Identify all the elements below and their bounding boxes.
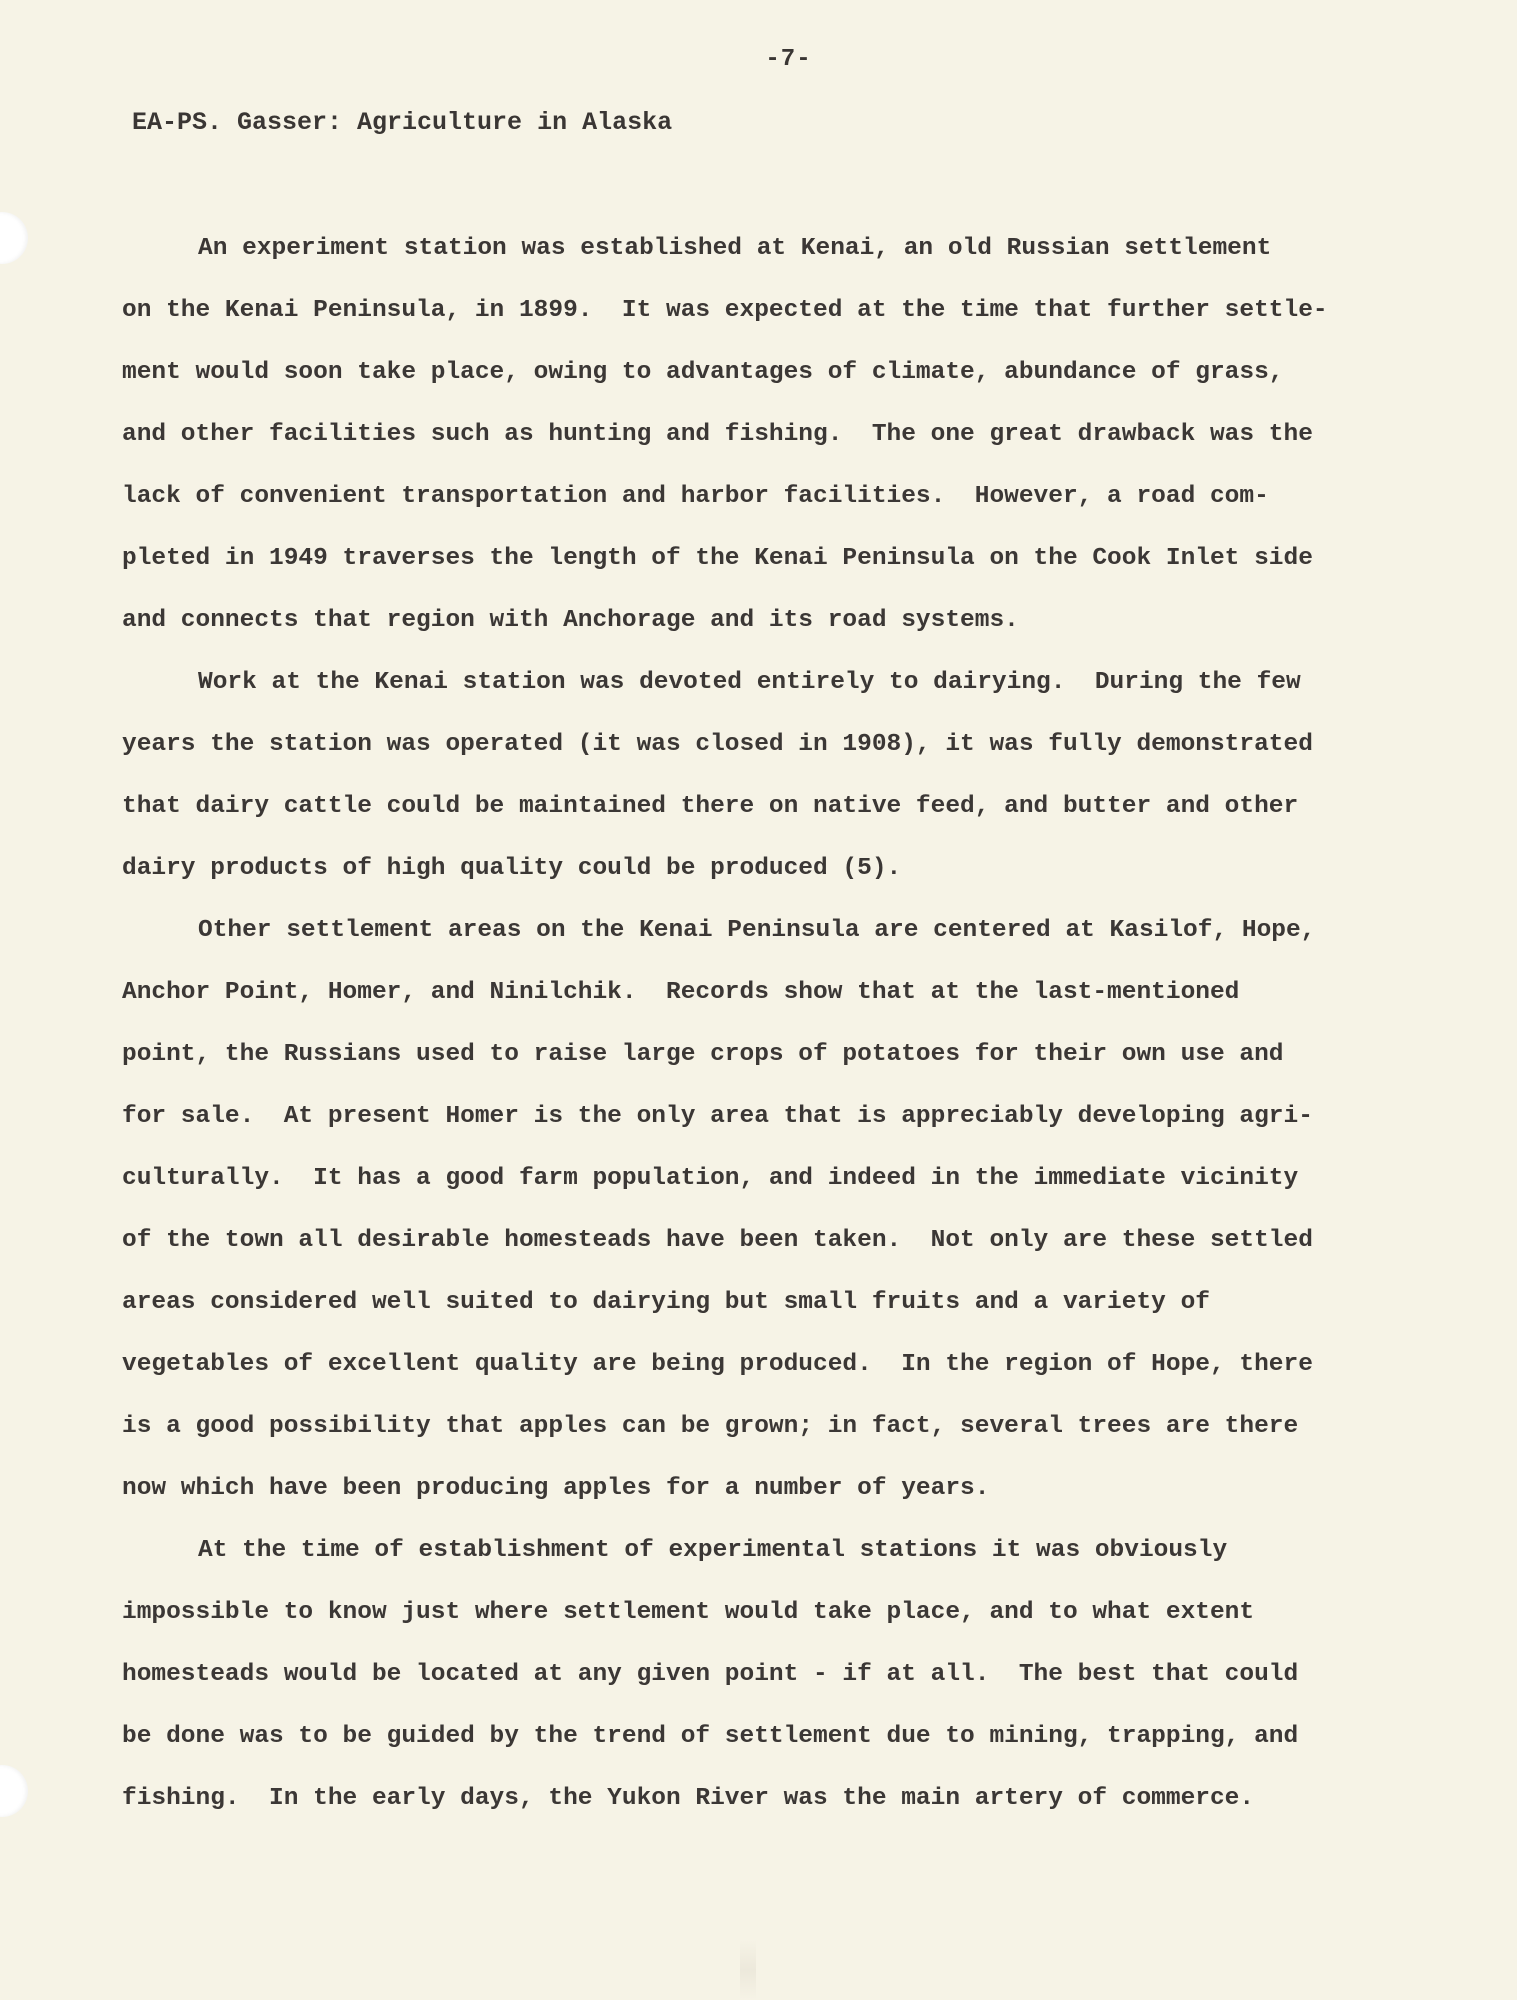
text-line: At the time of establishment of experimental stations it was obviously: [198, 1537, 1228, 1564]
text-line: dairy products of high quality could be produced (5).: [122, 855, 902, 882]
paragraph-4: [122, 1520, 1412, 1830]
text-line: of the town all desirable homesteads have been taken. Not only are these settled: [122, 1227, 1313, 1254]
text-line: and connects that region with Anchorage and its road systems.: [122, 607, 1019, 634]
paragraph-1: [122, 218, 1412, 652]
text-line: fishing. In the early days, the Yukon River was the main artery of commerce.: [122, 1785, 1255, 1812]
text-line: homesteads would be located at any given point - if at all. The best that could: [122, 1661, 1299, 1688]
paragraph-2: [122, 652, 1412, 900]
text-line: ment would soon take place, owing to advantages of climate, abundance of grass,: [122, 359, 1284, 386]
text-line: culturally. It has a good farm population, and indeed in the immediate vicinity: [122, 1165, 1299, 1192]
scan-artifact: [740, 1940, 756, 2000]
text-line: pleted in 1949 traverses the length of the Kenai Peninsula on the Cook Inlet side: [122, 545, 1313, 572]
text-line: impossible to know just where settlement would take place, and to what extent: [122, 1599, 1255, 1626]
text-line: Work at the Kenai station was devoted entirely to dairying. During the few: [198, 669, 1301, 696]
punch-hole: [0, 212, 28, 264]
text-line: Other settlement areas on the Kenai Peninsula are centered at Kasilof, Hope,: [198, 917, 1316, 944]
body-text: [122, 218, 1412, 1830]
text-line: areas considered well suited to dairying but small fruits and a variety of: [122, 1289, 1210, 1316]
text-line: that dairy cattle could be maintained there on native feed, and butter and other: [122, 793, 1299, 820]
text-line: Anchor Point, Homer, and Ninilchik. Records show that at the last-mentioned: [122, 979, 1240, 1006]
page-number: -7-: [765, 46, 812, 73]
text-line: is a good possibility that apples can be grown; in fact, several trees are there: [122, 1413, 1299, 1440]
text-line: on the Kenai Peninsula, in 1899. It was expected at the time that further settle-: [122, 297, 1328, 324]
text-line: An experiment station was established at Kenai, an old Russian settlement: [198, 235, 1272, 262]
text-line: vegetables of excellent quality are being produced. In the region of Hope, there: [122, 1351, 1313, 1378]
punch-hole: [0, 1765, 28, 1817]
text-line: years the station was operated (it was closed in 1908), it was fully demonstrated: [122, 731, 1313, 758]
text-line: be done was to be guided by the trend of settlement due to mining, trapping, and: [122, 1723, 1299, 1750]
text-line: and other facilities such as hunting and fishing. The one great drawback was the: [122, 421, 1313, 448]
text-line: now which have been producing apples for a number of years.: [122, 1475, 990, 1502]
running-header: EA-PS. Gasser: Agriculture in Alaska: [132, 108, 673, 137]
paragraph-3: [122, 900, 1412, 1520]
text-line: point, the Russians used to raise large crops of potatoes for their own use and: [122, 1041, 1284, 1068]
text-line: lack of convenient transportation and harbor facilities. However, a road com-: [122, 483, 1269, 510]
text-line: for sale. At present Homer is the only area that is appreciably developing agri-: [122, 1103, 1313, 1130]
